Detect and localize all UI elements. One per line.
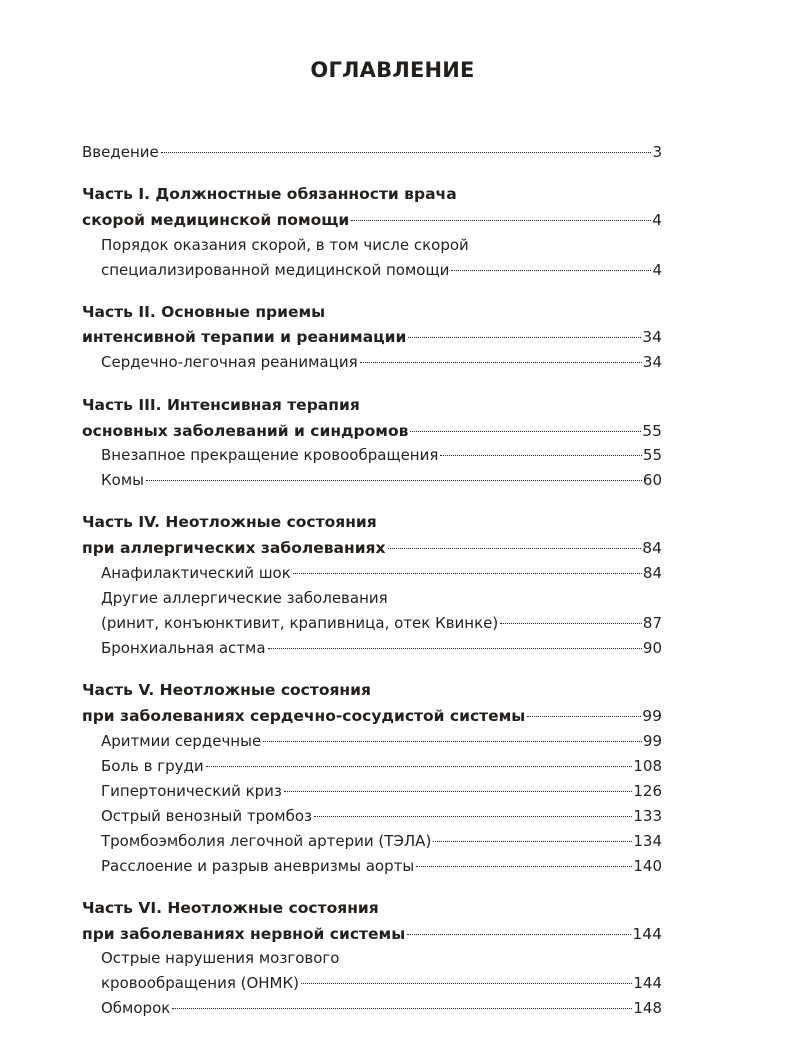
toc-entry-title: интенсивной терапии и реанимации xyxy=(82,328,407,346)
toc-entry-title: Расслоение и разрыв аневризмы аорты xyxy=(101,857,415,875)
toc-page-number: 108 xyxy=(633,757,662,775)
toc-entry-title: Обморок xyxy=(101,999,171,1017)
toc-entry-title: Анафилактический шок xyxy=(101,564,291,582)
toc-entry xyxy=(101,997,662,1019)
toc-entry-title: при аллергических заболеваниях xyxy=(82,539,386,557)
toc-entry-title: Гипертонический криз xyxy=(101,782,282,800)
dot-leader xyxy=(314,816,632,817)
toc-page-number: 4 xyxy=(652,211,662,229)
toc-entry-title: Аритмии сердечные xyxy=(101,732,262,750)
toc-part-heading xyxy=(82,326,662,348)
dot-leader xyxy=(263,741,642,742)
dot-leader xyxy=(268,648,642,649)
toc-part-heading xyxy=(82,537,662,559)
toc-page-number: 34 xyxy=(642,328,662,346)
toc-entry-title: кровообращения (ОНМК) xyxy=(101,974,300,992)
dot-leader xyxy=(293,573,642,574)
toc-entry-title: Другие аллергические заболевания xyxy=(101,589,388,607)
toc-part-heading xyxy=(82,923,662,945)
toc-page-number: 144 xyxy=(632,925,662,943)
toc-part-heading xyxy=(82,301,662,323)
toc-entry xyxy=(101,444,662,466)
toc-entry-title: Боль в груди xyxy=(101,757,204,775)
toc-page-number: 84 xyxy=(642,564,662,582)
toc-page-number: 148 xyxy=(633,999,662,1017)
dot-leader xyxy=(284,791,632,792)
toc-entry-title: основных заболеваний и синдромов xyxy=(82,422,409,440)
toc-page-number: 3 xyxy=(652,143,662,161)
toc-page-number: 87 xyxy=(642,614,662,632)
dot-leader xyxy=(500,623,642,624)
dot-leader xyxy=(440,455,642,456)
toc-entry-title: Часть IV. Неотложные состояния xyxy=(82,513,377,531)
toc-entry xyxy=(101,855,662,877)
toc-page-number: 144 xyxy=(633,974,662,992)
toc-entry xyxy=(101,587,662,609)
toc-entry-title: Часть III. Интенсивная терапия xyxy=(82,396,360,414)
dot-leader xyxy=(351,220,651,221)
toc-entry xyxy=(101,830,662,852)
dot-leader xyxy=(527,716,641,717)
toc-entry xyxy=(101,805,662,827)
toc-entry xyxy=(101,947,662,969)
toc-page-number: 126 xyxy=(633,782,662,800)
toc-page-number: 99 xyxy=(642,707,662,725)
toc-entry xyxy=(101,612,662,634)
toc-entry-title: (ринит, конъюнктивит, крапивница, отек Квинке) xyxy=(101,614,499,632)
dot-leader xyxy=(407,934,631,935)
toc-entry-title: Часть I. Должностные обязанности врача xyxy=(82,185,457,203)
toc-entry xyxy=(101,730,662,752)
toc-entry-title: Часть II. Основные приемы xyxy=(82,303,326,321)
dot-leader xyxy=(416,866,632,867)
toc-page-number: 140 xyxy=(633,857,662,875)
dot-leader xyxy=(408,337,641,338)
dot-leader xyxy=(172,1008,632,1009)
toc-entry xyxy=(101,755,662,777)
toc-entry-title: скорой медицинской помощи xyxy=(82,211,350,229)
toc-part-heading xyxy=(82,511,662,533)
toc-entry xyxy=(101,637,662,659)
toc-entry xyxy=(101,234,662,256)
toc-part-heading xyxy=(82,420,662,442)
toc-entry-title: Сердечно-легочная реанимация xyxy=(101,353,358,371)
toc-part-heading xyxy=(82,897,662,919)
toc-entry-title: Тромбоэмболия легочной артерии (ТЭЛА) xyxy=(101,832,432,850)
toc-entry-title: Часть V. Неотложные состояния xyxy=(82,681,371,699)
toc-entry-title: Острые нарушения мозгового xyxy=(101,949,340,967)
toc-part-heading xyxy=(82,679,662,701)
dot-leader xyxy=(301,983,632,984)
toc-page-number: 4 xyxy=(652,261,662,279)
dot-leader xyxy=(206,766,633,767)
toc-entry xyxy=(101,562,662,584)
toc-entry-title: Введение xyxy=(82,143,159,161)
toc-entry-title: Внезапное прекращение кровообращения xyxy=(101,446,439,464)
toc-entry-title: Бронхиальная астма xyxy=(101,639,266,657)
toc-entry xyxy=(101,972,662,994)
toc-entry xyxy=(101,469,662,491)
toc-entry xyxy=(101,780,662,802)
toc-entry xyxy=(82,141,662,163)
toc-entry-title: Порядок оказания скорой, в том числе скорой xyxy=(101,236,469,254)
toc-part-heading xyxy=(82,394,662,416)
toc-entry-title: Комы xyxy=(101,471,144,489)
dot-leader xyxy=(161,152,652,153)
toc-part-heading xyxy=(82,183,662,205)
dot-leader xyxy=(388,548,642,549)
toc-entry xyxy=(101,351,662,373)
toc-entry-title: при заболеваниях сердечно-сосудистой системы xyxy=(82,707,526,725)
page-title: ОГЛАВЛЕНИЕ xyxy=(310,58,475,82)
toc-page-number: 90 xyxy=(642,639,662,657)
toc-page-number: 60 xyxy=(642,471,662,489)
toc-page-number: 34 xyxy=(642,353,662,371)
toc-page-number: 99 xyxy=(642,732,662,750)
dot-leader xyxy=(451,270,651,271)
dot-leader xyxy=(433,841,632,842)
toc-page-number: 134 xyxy=(633,832,662,850)
toc-entry-title: специализированной медицинской помощи xyxy=(101,261,450,279)
toc-page-number: 84 xyxy=(642,539,662,557)
toc-entry-title: Часть VI. Неотложные состояния xyxy=(82,899,379,917)
toc-entry xyxy=(101,259,662,281)
toc-entry-title: при заболеваниях нервной системы xyxy=(82,925,406,943)
dot-leader xyxy=(410,431,641,432)
toc-page-number: 133 xyxy=(633,807,662,825)
dot-leader xyxy=(146,480,642,481)
toc-entry-title: Острый венозный тромбоз xyxy=(101,807,313,825)
toc-page-number: 55 xyxy=(642,446,662,464)
dot-leader xyxy=(360,362,642,363)
toc-part-heading xyxy=(82,209,662,231)
toc-part-heading xyxy=(82,705,662,727)
toc-page-number: 55 xyxy=(642,422,662,440)
